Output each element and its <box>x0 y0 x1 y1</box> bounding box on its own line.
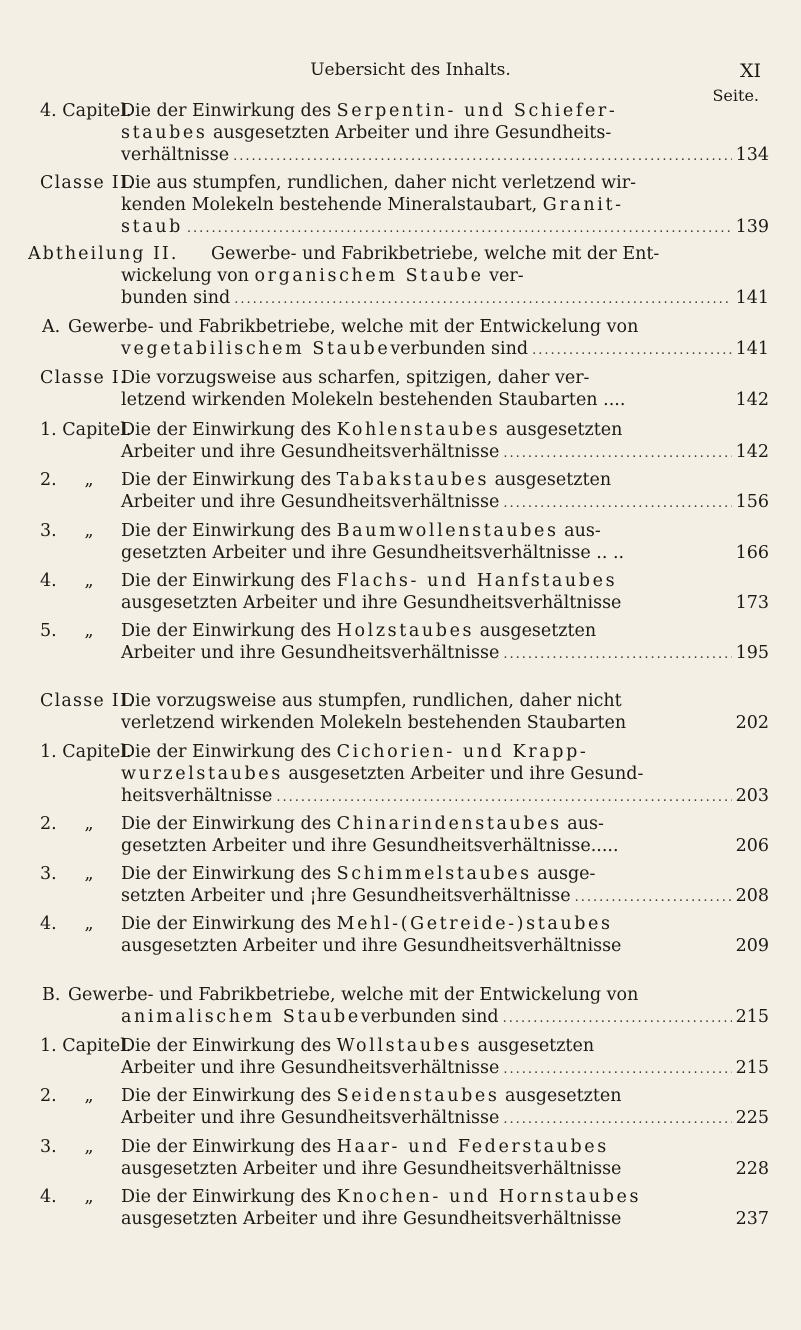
entry-text-fragment: ausgesetzten <box>499 1086 622 1106</box>
entry-text-fragment: bunden sind <box>121 288 231 308</box>
entry-text-fragment: verletzend wirkenden Molekeln bestehenden Staubarten <box>121 713 627 733</box>
entry-text-fragment: verhältnisse <box>121 145 230 165</box>
page-number: 206 <box>735 836 769 856</box>
seite-column-label: Seite. <box>712 86 759 105</box>
entry-text-fragment: Die der Einwirkung des <box>121 864 337 884</box>
entry-label: 4. „ <box>40 1187 94 1207</box>
emphasized-term: Flachs- und Hanfstaubes <box>336 571 618 591</box>
entry-text-fragment: Arbeiter und ihre Gesundheitsverhältnisse <box>121 1058 500 1078</box>
entry-text-fragment: aus- <box>558 521 601 541</box>
entry-text-fragment: ausgesetzten Arbeiter und ihre Gesund- <box>282 764 644 784</box>
entry-text-fragment: Die der Einwirkung des <box>121 1086 337 1106</box>
entry-label: 2. „ <box>40 1086 94 1106</box>
entry-text-fragment: verbunden sind <box>390 339 529 359</box>
dot-leader <box>503 493 731 515</box>
dot-leader <box>503 1109 731 1131</box>
entry-text-fragment: letzend wirkenden Molekeln bestehenden Staubarten .... <box>121 390 626 410</box>
entry-text-fragment: Arbeiter und ihre Gesundheitsverhältnisse <box>121 1108 500 1128</box>
entry-text-fragment: Die der Einwirkung des <box>121 1137 337 1157</box>
entry-text <box>121 741 769 807</box>
emphasized-term: Chinarindenstaubes <box>336 814 562 834</box>
entry-label: Classe II. <box>40 173 135 193</box>
running-head <box>60 60 761 84</box>
entry-text-fragment: aus- <box>561 814 604 834</box>
entry-label: B. <box>42 985 61 1005</box>
entry-text-fragment: Die der Einwirkung des <box>121 742 337 762</box>
emphasized-term: organischem Staube <box>254 266 484 286</box>
emphasized-term: Serpentin- und Schiefer- <box>336 101 618 121</box>
entry-text <box>121 172 769 238</box>
page-number: 209 <box>735 936 769 956</box>
entry-text-fragment: Die der Einwirkung des <box>121 420 337 440</box>
entry-text-fragment: wickelung von <box>121 266 255 286</box>
entry-text-fragment: Die der Einwirkung des <box>121 914 337 934</box>
page-number: 215 <box>735 1058 769 1078</box>
emphasized-term: staubes <box>121 123 208 143</box>
entry-text <box>121 1186 769 1230</box>
entry-text <box>38 316 769 360</box>
dot-leader <box>276 787 731 809</box>
entry-text <box>121 913 769 957</box>
entry-label: Classe II. <box>40 691 135 711</box>
dot-leader <box>503 1059 731 1081</box>
page-number: 166 <box>735 543 769 563</box>
entry-text <box>121 100 769 166</box>
entry-text-fragment: ausge- <box>531 864 596 884</box>
dot-leader <box>234 289 731 311</box>
entry-text-fragment: Gewerbe- und Fabrikbetriebe, welche mit der Entwickelung von <box>68 317 639 337</box>
entry-text-fragment: Die der Einwirkung des <box>121 521 337 541</box>
entry-label: 1. Capitel. <box>40 1036 132 1056</box>
entry-text-fragment: ausgesetzten <box>489 470 612 490</box>
entry-text-fragment: Die der Einwirkung des <box>121 621 337 641</box>
dot-leader <box>503 1008 732 1030</box>
emphasized-term: Granit- <box>542 195 624 215</box>
entry-label: 3. „ <box>40 521 94 541</box>
dot-leader <box>503 443 731 465</box>
page-number: 225 <box>735 1108 769 1128</box>
dot-leader <box>187 218 732 240</box>
entry-text-fragment: heitsverhältnisse <box>121 786 273 806</box>
entry-text <box>121 570 769 614</box>
entry-text <box>121 863 769 907</box>
entry-text-fragment: ausgesetzten Arbeiter und ihre Gesundheitsverhältnisse <box>121 593 622 613</box>
entry-text <box>121 1035 769 1079</box>
page-number: 141 <box>735 288 769 308</box>
page-number: 139 <box>735 217 769 237</box>
running-head-title: Uebersicht des Inhalts. <box>310 60 511 80</box>
entry-text-fragment: Arbeiter und ihre Gesundheitsverhältnisse <box>121 492 500 512</box>
entry-label: 3. „ <box>40 864 94 884</box>
entry-text <box>121 469 769 513</box>
page-number: 142 <box>735 442 769 462</box>
entry-text-fragment: ver- <box>483 266 524 286</box>
entry-text-fragment: Die der Einwirkung des <box>121 814 337 834</box>
page-number: 173 <box>735 593 769 613</box>
entry-text-fragment: gesetzten Arbeiter und ihre Gesundheitsverhältnisse .. .. <box>121 543 625 563</box>
entry-text-fragment: ausgesetzten <box>500 420 623 440</box>
page-number: 202 <box>735 713 769 733</box>
entry-text-fragment: kenden Molekeln bestehende Mineralstaubart, <box>121 195 543 215</box>
emphasized-term: Wollstaubes <box>336 1036 473 1056</box>
entry-text-fragment: ausgesetzten <box>474 621 597 641</box>
entry-text <box>121 367 769 411</box>
roman-page-number: XI <box>739 60 761 82</box>
emphasized-term: Haar- und Federstaubes <box>336 1137 609 1157</box>
emphasized-term: Tabakstaubes <box>336 470 490 490</box>
page-number: 142 <box>735 390 769 410</box>
entry-text-fragment: Die der Einwirkung des <box>121 1036 337 1056</box>
entry-text-fragment: Die vorzugsweise aus stumpfen, rundlichen, daher nicht <box>121 691 622 711</box>
page-number: 141 <box>735 339 769 359</box>
entry-label: 5. „ <box>40 621 94 641</box>
entry-text <box>121 520 769 564</box>
entry-text <box>121 243 769 309</box>
entry-text <box>121 1085 769 1129</box>
page-number: 237 <box>735 1209 769 1229</box>
entry-text-fragment: Die der Einwirkung des <box>121 101 337 121</box>
entry-text <box>121 813 769 857</box>
entry-text-fragment: Die aus stumpfen, rundlichen, daher nicht verletzend wir- <box>121 173 637 193</box>
page-number: 195 <box>735 643 769 663</box>
emphasized-term: wurzelstaubes <box>121 764 283 784</box>
entry-text-fragment: Die der Einwirkung des <box>121 571 337 591</box>
entry-text-fragment: Die der Einwirkung des <box>121 470 337 490</box>
entry-text-fragment: ausgesetzten Arbeiter und ihre Gesundheitsverhältnisse <box>121 1159 622 1179</box>
entry-label: 1. Capitel. <box>40 420 132 440</box>
emphasized-term: animalischem Staube <box>121 1007 361 1027</box>
entry-text <box>121 690 769 734</box>
entry-text-fragment: ausgesetzten <box>472 1036 595 1056</box>
entry-label: Classe I. <box>40 368 127 388</box>
page-number: 203 <box>735 786 769 806</box>
dot-leader <box>233 146 731 168</box>
emphasized-term: Cichorien- und Krapp- <box>336 742 589 762</box>
entry-text-fragment: ausgesetzten Arbeiter und ihre Gesundheitsverhältnisse <box>121 936 622 956</box>
entry-label: 4. „ <box>40 571 94 591</box>
entry-text-fragment: ausgesetzten Arbeiter und ihre Gesundheits- <box>207 123 612 143</box>
entry-text-fragment: setzten Arbeiter und ¡hre Gesundheitsverhältnisse <box>121 886 571 906</box>
entry-label: 2. „ <box>40 814 94 834</box>
page-number: 228 <box>735 1159 769 1179</box>
entry-text-fragment: Arbeiter und ihre Gesundheitsverhältnisse <box>121 643 500 663</box>
dot-leader <box>575 887 732 909</box>
entry-text-fragment: Die der Einwirkung des <box>121 1187 337 1207</box>
page-number: 156 <box>735 492 769 512</box>
emphasized-term: Mehl-(Getreide-)staubes <box>336 914 613 934</box>
dot-leader <box>503 644 731 666</box>
entry-label: 4. „ <box>40 914 94 934</box>
emphasized-term: Baumwollenstaubes <box>336 521 559 541</box>
entry-text-fragment: Die vorzugsweise aus scharfen, spitzigen, daher ver- <box>121 368 590 388</box>
entry-label: A. <box>42 317 61 337</box>
entry-text-fragment: verbunden sind <box>360 1007 499 1027</box>
entry-text-fragment: Arbeiter und ihre Gesundheitsverhältnisse <box>121 442 500 462</box>
page-number: 134 <box>735 145 769 165</box>
entry-text-fragment: Gewerbe- und Fabrikbetriebe, welche mit der Entwickelung von <box>68 985 639 1005</box>
entry-label: 4. Capitel. <box>40 101 132 121</box>
emphasized-term: Schimmelstaubes <box>336 864 532 884</box>
page-number: 215 <box>735 1007 769 1027</box>
page-number: 208 <box>735 886 769 906</box>
entry-label: 3. „ <box>40 1137 94 1157</box>
emphasized-term: vegetabilischem Staube <box>121 339 391 359</box>
emphasized-term: Seidenstaubes <box>336 1086 500 1106</box>
entry-label: 1. Capitel. <box>40 742 132 762</box>
entry-text-fragment: Gewerbe- und Fabrikbetriebe, welche mit der Ent- <box>211 244 660 264</box>
entry-label: Abtheilung II. <box>28 244 179 264</box>
entry-text-fragment: ausgesetzten Arbeiter und ihre Gesundheitsverhältnisse <box>121 1209 622 1229</box>
entry-label: 2. „ <box>40 470 94 490</box>
emphasized-term: Kohlenstaubes <box>336 420 501 440</box>
entry-text <box>121 1136 769 1180</box>
emphasized-term: Knochen- und Hornstaubes <box>336 1187 642 1207</box>
dot-leader <box>532 340 731 362</box>
emphasized-term: staub <box>121 217 183 237</box>
entry-text <box>38 984 769 1028</box>
entry-text <box>121 419 769 463</box>
entry-text-fragment: gesetzten Arbeiter und ihre Gesundheitsverhältnisse..... <box>121 836 619 856</box>
entry-text <box>121 620 769 664</box>
emphasized-term: Holzstaubes <box>336 621 475 641</box>
